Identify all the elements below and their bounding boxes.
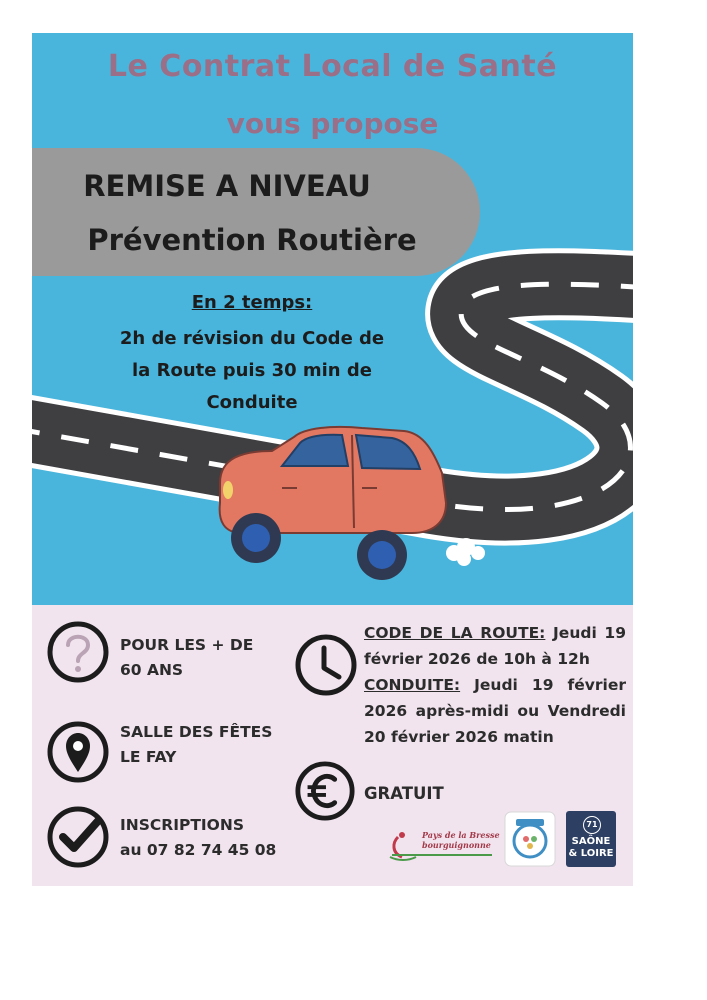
saone-loire-logo	[566, 811, 616, 867]
audience-line-2: 60 ANS	[120, 661, 184, 679]
illustration-panel	[32, 33, 633, 605]
location-info	[120, 720, 290, 770]
code-schedule: Jeudi 19 février 2026 de 10h à 12h	[364, 624, 626, 668]
program-line-3: Conduite	[206, 392, 298, 413]
pays-bresse-line-1: Pays de la Bresse	[422, 830, 500, 840]
pays-bresse-emblem-icon	[388, 827, 418, 867]
flyer	[32, 33, 633, 886]
dept-number: 71	[583, 816, 601, 834]
banner-subtitle: Prévention Routière	[87, 223, 417, 257]
driving-schedule: Jeudi 19 février 2026 après-midi ou Vendredi 20 février 2026 matin	[364, 676, 626, 746]
checkmark-icon	[46, 805, 110, 869]
program-line-2: la Route puis 30 min de	[132, 360, 372, 381]
registration-line-1: INSCRIPTIONS	[120, 816, 244, 834]
schedule-info	[364, 620, 626, 750]
banner-title: REMISE A NIVEAU	[83, 169, 371, 203]
question-icon	[46, 620, 110, 684]
program-heading: En 2 temps:	[191, 292, 313, 313]
header-line-2: vous propose	[226, 107, 439, 140]
pays-bresse-underline	[392, 854, 492, 856]
program-line-1: 2h de révision du Code de	[119, 328, 385, 349]
dept-line-1: SAÔNE	[571, 836, 611, 847]
dept-line-2: & LOIRE	[568, 848, 614, 859]
partner-logo-icon	[504, 811, 556, 867]
code-label: CODE DE LA ROUTE:	[364, 624, 546, 642]
clock-icon	[294, 633, 358, 697]
location-line-1: SALLE DES FÊTES	[120, 723, 273, 741]
pays-bresse-line-2: bourguignonne	[422, 840, 491, 850]
registration-phone: au 07 82 74 45 08	[120, 841, 277, 859]
price-info: GRATUIT	[364, 784, 444, 803]
header-line-1: Le Contrat Local de Santé	[107, 49, 558, 84]
audience-line-1: POUR LES + DE	[120, 636, 254, 654]
registration-info	[120, 813, 300, 863]
audience-info	[120, 633, 270, 683]
pays-bresse-logo	[388, 827, 498, 867]
program-description	[62, 323, 442, 419]
location-line-2: LE FAY	[120, 748, 177, 766]
driving-label: CONDUITE:	[364, 676, 461, 694]
euro-icon	[294, 760, 356, 822]
location-pin-icon	[46, 720, 110, 784]
